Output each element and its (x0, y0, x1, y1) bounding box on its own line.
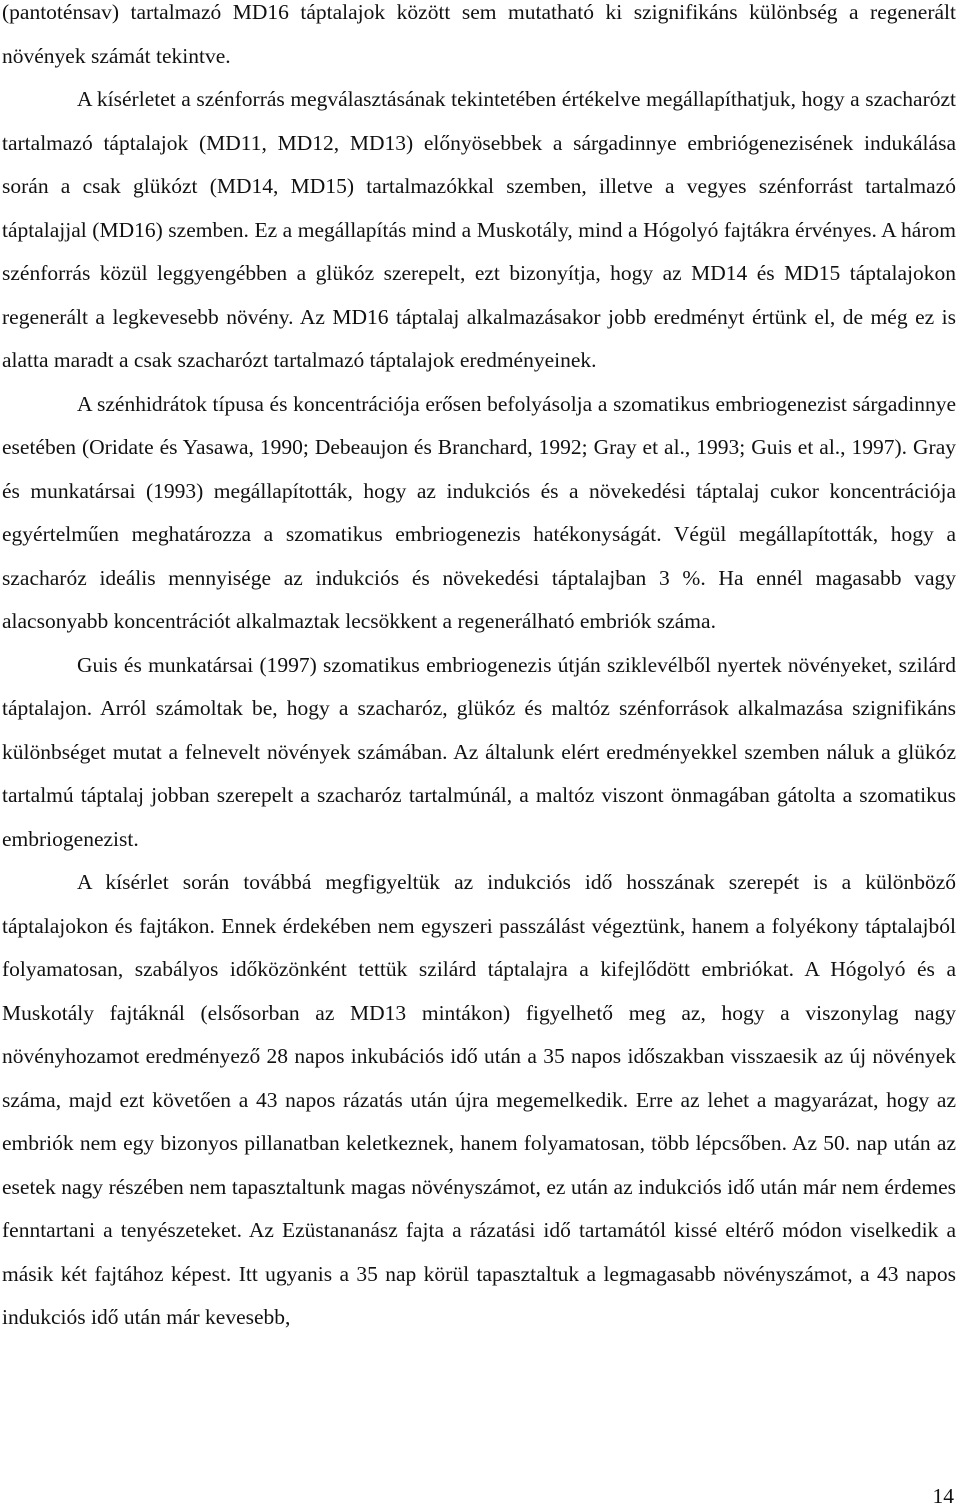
paragraph-4: Guis és munkatársai (1997) szomatikus embriogenezis útján sziklevélből nyertek növényeket, szilárd táptalajon. Arról számoltak be, hogy a szacharóz, glükóz és maltóz szénforrások alkalmazása szignifikáns különbséget mutat a felnevelt növények számában. Az általunk elért eredményekkel szemben náluk a glükóz tartalmú táptalaj jobban szerepelt a szacharóz tartalmúnál, a maltóz viszont önmagában gátolta a szomatikus embriogenezist. (2, 652, 956, 851)
paragraph-2: A kísérletet a szénforrás megválasztásának tekintetében értékelve megállapíthatjuk, hogy a szacharózt tartalmazó táptalajok (MD11, MD12, MD13) előnyösebbek a sárgadinnye embriógenezisének indukálása során a csak glükózt (MD14, MD15) tartalmazókkal szemben, illetve a vegyes szénforrást tartalmazó táptalajjal (MD16) szemben. Ez a megállapítás mind a Muskotály, mind a Hógolyó fajtákra érvényes. A három szénforrás közül leggyengébben a glükóz szerepelt, ezt bizonyítja, hogy az MD14 és MD15 táptalajokon regenerált a legkevesebb növény. Az MD16 táptalaj alkalmazásakor jobb eredményt értünk el, de még ez is alatta maradt a csak szacharózt tartalmazó táptalajok eredményeinek. (2, 87, 956, 372)
paragraph-5: A kísérlet során továbbá megfigyeltük az indukciós idő hosszának szerepét is a különböző táptalajokon és fajtákon. Ennek érdekében nem egyszeri passzálást végeztünk, hanem a folyékony táptalajból folyamatosan, szabályos időközönként tettük szilárd táptalajra a kifejlődött embriókat. A Hógolyó és a Muskotály fajtáknál (elsősorban az MD13 mintákon) figyelhető meg az, hogy a viszonylag nagy növényhozamot eredményező 28 napos inkubációs idő után a 35 napos időszakban visszaesik az új növények száma, majd ezt követően a 43 napos rázatás után újra megemelkedik. Erre az lehet a magyarázat, hogy az embriók nem egy bizonyos pillanatban keletkeznek, hanem folyamatosan, több lépcsőben. Az 50. nap után az esetek nagy részében nem tapasztaltunk magas növényszámot, ez után az indukciós idő után már nem érdemes fenntartani a tenyészeteket. Az Ezüstananász fajta a rázatási idő tartamától kissé eltérő módon viselkedik a másik két fajtához képest. Itt ugyanis a 35 nap körül tapasztaltuk a legmagasabb növényszámot, a 43 napos indukciós idő után már kevesebb, (2, 870, 956, 1329)
paragraph-3: A szénhidrátok típusa és koncentrációja erősen befolyásolja a szomatikus embriogenezist sárgadinnye esetében (Oridate és Yasawa, 1990; Debeaujon és Branchard, 1992; Gray et al., 1993; Guis et al., 1997). Gray és munkatársai (1993) megállapították, hogy az indukciós és a növekedési táptalaj cukor koncentrációja egyértelműen meghatározza a szomatikus embriogenezis hatékonyságát. Végül megállapították, hogy a szacharóz ideális mennyisége az indukciós és növekedési táptalajban 3 %. Ha ennél magasabb vagy alacsonyabb koncentrációt alkalmaztak lecsökkent a regenerálható embriók száma. (2, 391, 956, 633)
body-text (2, 0, 956, 1340)
page-number: 14 (932, 1484, 954, 1508)
paragraph-1: (pantoténsav) tartalmazó MD16 táptalajok között sem mutatható ki szignifikáns különbség a regenerált növények számát tekintve. (2, 0, 956, 68)
